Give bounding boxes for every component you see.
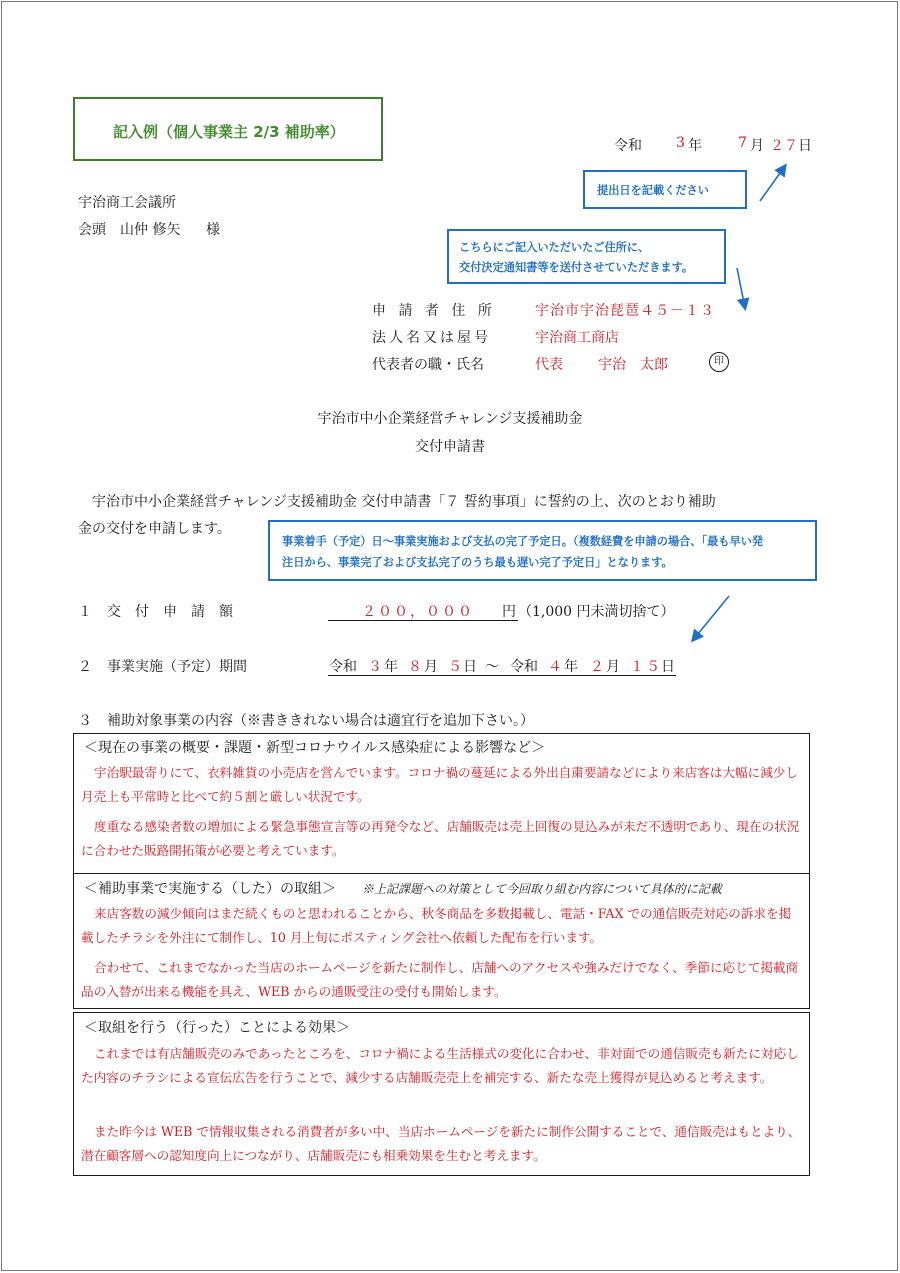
recipient-honorific: 様 xyxy=(206,222,220,238)
section2-heading: ＜補助事業で実施する（した）の取組＞ xyxy=(84,881,336,897)
period-note-line1: 事業着手（予定）日～事業実施および支払の完了予定日。（複数経費を申請の場合、「最も早い発 xyxy=(282,535,764,548)
example-label: 記入例（個人事業主 2/3 補助率） xyxy=(113,123,345,141)
address-label: 申 請 者 住 所 xyxy=(372,303,496,319)
date-note: 提出日を記載ください xyxy=(597,184,709,197)
end-day-unit: 日 xyxy=(661,659,675,675)
start-era: 令和 xyxy=(329,659,357,675)
date-day-unit: 日 xyxy=(798,138,812,154)
section2-para1: 来店客数の減少傾向はまだ続くものと思われることから、秋冬商品を多数掲載し、電話・FAX での通信販売対応の訴求を掲載したチラシを外注にて制作し、10 月上旬にポスティング会社へ依頼した配布を行います。 xyxy=(81,906,792,945)
start-year-unit: 年 xyxy=(384,659,398,675)
company-label: 法人名又は屋号 xyxy=(372,330,491,346)
intro-line1: 宇治市中小企業経営チャレンジ支援補助金 交付申請書「７ 誓約事項」に誓約の上、次のとおり補助 xyxy=(92,494,716,510)
seal-mark: 印 xyxy=(709,352,729,372)
address-note-line2: 交付決定通知書等を送付させていただきます。 xyxy=(459,261,694,274)
item2-number: ２ xyxy=(78,659,92,675)
end-month-unit: 月 xyxy=(606,659,620,675)
section3-para2: また昨今は WEB で情報収集される消費者が多い中、当店ホームページを新たに制作公開することで、通信販売はもとより、潜在顧客層への認知度向上につながり、店舗販売にも相乗効果を生むと考えます。 xyxy=(81,1124,801,1163)
date-month-unit: 月 xyxy=(750,138,764,154)
company-value: 宇治商工商店 xyxy=(535,330,619,346)
start-month: ８ xyxy=(408,659,422,675)
period-arrow-icon xyxy=(693,596,729,640)
section-initiative xyxy=(73,873,810,1009)
recipient-org: 宇治商工会議所 xyxy=(78,195,176,211)
rep-name: 宇治 太郎 xyxy=(598,357,668,373)
date-arrow-icon xyxy=(760,166,785,201)
doc-title-line2: 交付申請書 xyxy=(415,439,485,455)
date-month: 7 xyxy=(738,135,747,151)
period-tilde: ～ xyxy=(485,659,499,675)
date-era: 令和 xyxy=(614,138,642,154)
item1-amount: ２００，０００ xyxy=(362,604,474,620)
doc-title-line1: 宇治市中小企業経営チャレンジ支援補助金 xyxy=(317,411,583,427)
section2-heading-note: ※上記課題への対策として今回取り組む内容について具体的に記載 xyxy=(362,882,722,896)
address-value: 宇治市宇治琵琶４５－１３ xyxy=(535,303,715,319)
address-arrow-icon xyxy=(737,268,745,308)
item3-number: ３ xyxy=(78,713,92,729)
start-day-unit: 日 xyxy=(463,659,477,675)
end-month: ２ xyxy=(590,659,604,675)
recipient-title: 会頭 xyxy=(78,222,106,238)
end-year: ４ xyxy=(548,659,562,675)
section-effects xyxy=(73,1012,810,1176)
item1-note: （1,000 円未満切捨て） xyxy=(518,604,675,620)
start-year: ３ xyxy=(368,659,382,675)
section3-para1: これまでは有店舗販売のみであったところを、コロナ禍による生活様式の変化に合わせ、非対面での通信販売も新たに対応した内容のチラシによる宣伝広告を行うことで、減少する店舗販売売上を補完する、新たな売上獲得が見込めると考えます。 xyxy=(81,1046,799,1085)
date-day: ２７ xyxy=(770,138,798,154)
rep-label: 代表者の職・氏名 xyxy=(372,357,484,373)
date-year: 3 xyxy=(676,135,685,151)
item1-label: 交 付 申 請 額 xyxy=(107,604,233,620)
item1-number: １ xyxy=(78,604,92,620)
section2-para2: 合わせて、これまでなかった当店のホームページを新たに制作し、店舗へのアクセスや強みだけでなく、季節に応じて掲載商品の入替が出来る機能を具え、WEB からの通販受注の受付も開始します。 xyxy=(81,960,799,999)
section1-heading: ＜現在の事業の概要・課題・新型コロナウイルス感染症による影響など＞ xyxy=(84,740,546,756)
section3-heading: ＜取組を行う（行った）ことによる効果＞ xyxy=(84,1020,350,1036)
start-day: ５ xyxy=(448,659,462,675)
date-year-unit: 年 xyxy=(688,138,702,154)
section1-para2: 度重なる感染者数の増加による緊急事態宣言等の再発令など、店舗販売は売上回復の見込みが未だ不透明であり、現在の状況に合わせた販路開拓策が必要と考えています。 xyxy=(81,819,800,858)
address-note-line1: こちらにご記入いただいたご住所に、 xyxy=(459,241,650,254)
section1-para1: 宇治駅最寄りにて、衣料雑貨の小売店を営んでいます。コロナ禍の蔓延による外出自粛要請などにより来店客は大幅に減少し月売上も平常時と比べて約５割と厳しい状況です。 xyxy=(81,765,798,804)
intro-line2: 金の交付を申請します。 xyxy=(78,521,231,537)
item1-underline xyxy=(328,620,518,621)
item2-label: 事業実施（予定）期間 xyxy=(107,659,247,675)
item2-underline xyxy=(328,675,676,676)
section-current-business xyxy=(73,733,810,874)
end-day: １５ xyxy=(630,659,662,675)
start-month-unit: 月 xyxy=(424,659,438,675)
item3-label: 補助対象事業の内容（※書ききれない場合は適宜行を追加下さい。） xyxy=(107,713,534,729)
recipient-name: 山仲 修矢 xyxy=(120,222,181,238)
period-note-line2: 注日から、事業完了および支払完了のうち最も遅い完了予定日」となります。 xyxy=(282,556,673,569)
rep-title: 代表 xyxy=(535,357,563,373)
end-year-unit: 年 xyxy=(564,659,578,675)
item1-unit: 円 xyxy=(502,604,516,620)
end-era: 令和 xyxy=(510,659,538,675)
